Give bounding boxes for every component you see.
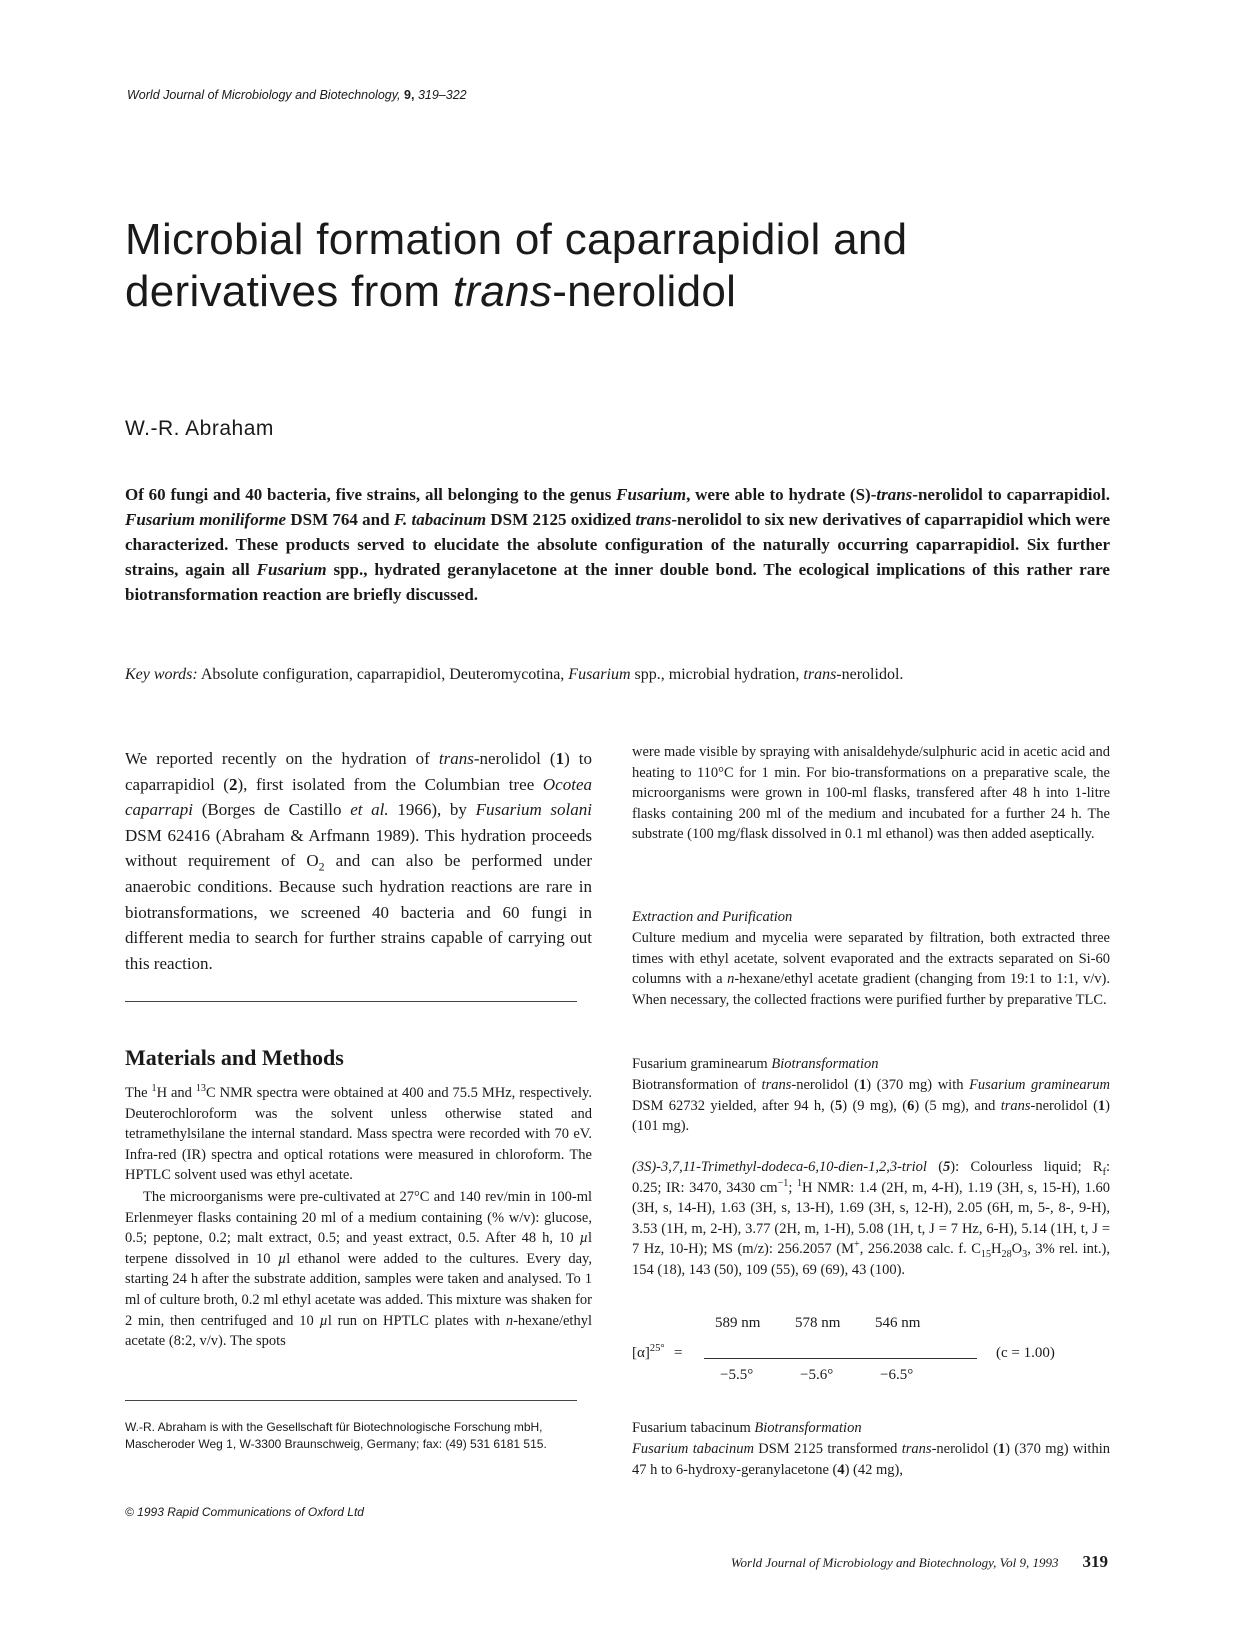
tabacinum-paragraph xyxy=(632,1439,1110,1480)
gram-text: -nerolidol ( xyxy=(791,1077,859,1093)
extraction-text: Culture medium and mycelia were separated by filtration, both extracted three times with ethyl acetate, solvent evaporated and the extracts separated on Si-60 columns with a xyxy=(632,930,1110,988)
intro-italic: Fusarium solani xyxy=(475,800,592,820)
methods-text: H and xyxy=(156,1085,196,1101)
subheading-text: Extraction and Purification xyxy=(632,909,793,925)
compound-text: O xyxy=(1011,1241,1023,1258)
keywords-italic: trans xyxy=(803,666,837,683)
taba-italic: trans xyxy=(901,1441,932,1457)
title-line-1: Microbial formation of caparrapidiol and xyxy=(125,215,908,264)
abstract-text: -nerolidol to caparrapidiol. xyxy=(912,485,1110,504)
subheading-italic: Biotransformation xyxy=(771,1056,879,1072)
extraction-paragraph xyxy=(632,928,1110,1010)
gram-text: ) (101 mg). xyxy=(632,1097,1111,1135)
rotation-alpha: [α] xyxy=(632,1345,650,1361)
gram-text: ) (5 mg), and xyxy=(914,1097,1001,1114)
methods-text: The microorganisms were pre-cultivated at 27°C and 140 rev/min in 100-ml Erlenmeyer flasks containing 20 ml of a medium containing (% w/v): glucose, 0.5; peptone, 0.2; malt extract, 0.5; and yeast extract, 0.5. After 48 h, 10 xyxy=(125,1189,592,1247)
extraction-italic: n xyxy=(727,971,735,988)
taba-text: ) (370 mg) within 47 h to 6-hydroxy-geranylacetone ( xyxy=(632,1441,1110,1478)
wavelength: 589 nm xyxy=(715,1315,761,1331)
superscript: 13 xyxy=(195,1083,206,1095)
keywords-italic: Fusarium xyxy=(568,666,631,683)
subscript: 3 xyxy=(1022,1249,1028,1261)
methods-paragraph-1 xyxy=(125,1083,592,1186)
title-line-2-pre: derivatives from xyxy=(125,267,453,316)
abstract xyxy=(125,482,1110,607)
abstract-text: -nerolidol to six new derivatives of caparrapidiol which were characterized. These products served to elucidate the absolute configuration of the naturally occurring caparrapidiol. Six further strains, again all xyxy=(125,510,1110,579)
rotation-value: −6.5° xyxy=(880,1367,914,1383)
rotation-temperature: 25° xyxy=(649,1343,665,1354)
intro-text: -nerolidol ( xyxy=(473,749,556,768)
compound-ref: 1 xyxy=(858,1077,867,1093)
compound-text: H xyxy=(991,1241,1002,1258)
subheading-graminearum xyxy=(632,1054,1110,1075)
abstract-text: Of 60 fungi and 40 bacteria, five strains, all belonging to the genus xyxy=(125,485,617,504)
intro-text: and can also be performed under anaerobic conditions. Because such hydration reactions are rare in biotransformations, we screened 40 bacteria and 60 fungi in different media to search for further strains capable of carrying out this reaction. xyxy=(125,851,592,973)
subheading-tabacinum xyxy=(632,1418,1110,1439)
gram-text: DSM 62732 yielded, after 94 h, ( xyxy=(632,1097,835,1114)
taba-text: ) (42 mg), xyxy=(844,1461,903,1478)
gram-text: ) (370 mg) with xyxy=(866,1077,970,1093)
superscript: 1 xyxy=(151,1083,157,1095)
compound-text: H NMR: 1.4 (2H, m, 4-H), 1.19 (3H, s, 15-H), 1.60 (3H, s, 14-H), 1.63 (3H, s, 13-H), 1.69 (3H, s, 12-H), 2.05 (6H, m, 5-, 8-, 9-H), 3.53 (1H, m, 2-H), 3.77 (2H, m, 1-H), 5.08 (1H, t, J = 7 Hz, 6-H), 5.14 (1H, t, J = 7 Hz, 10-H); MS (m/z): 256.2057 (M xyxy=(632,1179,1110,1258)
abstract-italic: Fusarium xyxy=(616,485,687,504)
methods-italic: µ xyxy=(579,1230,588,1247)
intro-text: DSM 62416 (Abraham & Arfmann 1989). This hydration proceeds without requirement of O xyxy=(125,825,592,871)
introduction-paragraph xyxy=(125,746,592,976)
taba-text: DSM 2125 transformed xyxy=(753,1441,902,1457)
abstract-italic: Fusarium moniliforme xyxy=(125,510,287,529)
methods-text: -hexane/ethyl acetate (8:2, v/v). The spots xyxy=(125,1312,592,1350)
article-title xyxy=(125,214,1125,318)
footnote-divider xyxy=(125,1400,577,1401)
running-head xyxy=(127,88,467,102)
section-heading-methods: Materials and Methods xyxy=(125,1045,344,1070)
taba-text: -nerolidol ( xyxy=(931,1441,998,1457)
abstract-text: , were able to hydrate (S)- xyxy=(686,485,877,504)
compound-ref: 2 xyxy=(228,774,238,794)
compound-name: (3S)-3,7,11-Trimethyl-dodeca-6,10-dien-1,2,3-triol xyxy=(632,1159,927,1175)
title-line-2-post: -nerolidol xyxy=(552,267,737,316)
title-line-2-italic: trans xyxy=(452,267,553,316)
intro-text: We reported recently on the hydration of xyxy=(125,749,439,768)
intro-text: (Borges de Castillo xyxy=(193,800,351,820)
compound-text: Colourless liquid; R xyxy=(959,1159,1103,1175)
subheading-text: Fusarium graminearum xyxy=(632,1056,772,1072)
abstract-italic: F. tabacinum xyxy=(393,510,487,529)
methods-paragraph-3: were made visible by spraying with anisaldehyde/sulphuric acid in acetic acid and heating to 110°C for 1 min. For bio-transformations on a preparative scale, the microorganisms were grown in 100-ml flasks, transfered after 48 h into 1-litre flasks containing 200 ml of the medium and incubated for a further 24 h. The substrate (100 mg/flask dissolved in 0.1 ml ethanol) was then added aseptically. xyxy=(632,744,1110,843)
copyright: © 1993 Rapid Communications of Oxford Ltd xyxy=(125,1505,364,1519)
intro-subscript: 2 xyxy=(318,859,325,874)
intro-text: ), first isolated from the Columbian tree xyxy=(237,774,543,794)
compound-ref: 1 xyxy=(1097,1097,1106,1114)
methods-italic: n xyxy=(505,1312,514,1329)
gram-italic: trans xyxy=(1000,1097,1031,1114)
subheading-italic: Biotransformation xyxy=(754,1420,862,1436)
methods-text: l run on HPTLC plates with xyxy=(327,1312,506,1329)
intro-italic: et al. xyxy=(350,800,389,820)
optical-rotation-formula xyxy=(632,1315,1110,1401)
intro-italic: trans xyxy=(438,749,474,768)
running-head-pages: 319–322 xyxy=(417,88,467,102)
compound-ref: 5 xyxy=(835,1097,843,1114)
keywords-label: Key words: xyxy=(125,666,198,683)
subscript: 28 xyxy=(1001,1249,1012,1261)
running-head-journal: World Journal of Microbiology and Biotechnology, xyxy=(127,88,401,102)
subheading-text: Fusarium tabacinum xyxy=(632,1420,755,1436)
gram-text: -nerolidol ( xyxy=(1030,1097,1098,1114)
wavelength: 546 nm xyxy=(875,1315,921,1331)
methods-paragraph-2 xyxy=(125,1187,592,1352)
intro-italic: Ocotea caparrapi xyxy=(125,774,592,820)
compound-text: , 3% rel. int.), 154 (18), 143 (50), 109 (55), 69 (69), 43 (100). xyxy=(632,1241,1110,1278)
gram-italic: trans xyxy=(761,1077,792,1093)
page-number: 319 xyxy=(1082,1552,1108,1571)
superscript: −1 xyxy=(777,1177,789,1189)
keywords-text: spp., microbial hydration, xyxy=(630,666,804,683)
methods-text: l ethanol were added to the cultures. Every day, starting 24 h after the substrate addition, samples were taken and analysed. To 1 ml of culture broth, 0.2 ml ethyl acetate was added. This mixture was shaken for 2 min, then centrifuged and 10 xyxy=(125,1250,592,1329)
gram-text: Biotransformation of xyxy=(632,1077,762,1093)
abstract-italic: Fusarium xyxy=(256,560,327,579)
compound-text: ): xyxy=(950,1159,960,1175)
author: W.-R. Abraham xyxy=(125,417,274,440)
extraction-text: -hexane/ethyl acetate gradient (changing from 19:1 to 1:1, v/v). When necessary, the collected fractions were purified further by preparative TLC. xyxy=(632,971,1110,1008)
compound-ref: 4 xyxy=(837,1461,845,1478)
compound-text: ; xyxy=(788,1179,797,1196)
methods-text: C NMR spectra were obtained at 400 and 75.5 MHz, respectively. Deuterochloroform was the solvent unless otherwise stated and tetramethylsilane the internal standard. Mass spectra were recorded with 70 eV. Infra-red (IR) spectra and optical rotations were measured in chloroform. The HPTLC solvent used was ethyl acetate. xyxy=(125,1085,592,1184)
compound-text: ( xyxy=(926,1159,944,1175)
methods-text: The xyxy=(125,1085,152,1101)
taba-italic: Fusarium tabacinum xyxy=(632,1441,754,1457)
compound-ref: 5 xyxy=(943,1159,951,1175)
running-head-volume: 9, xyxy=(404,88,415,102)
keywords-text: -nerolidol. xyxy=(836,666,904,683)
author-affiliation-footnote: W.-R. Abraham is with the Gesellschaft für Biotechnologische Forschung mbH, Mascheroder Weg 1, W-3300 Braunschweig, Germany; fax: (49) 531 6181 515. xyxy=(125,1420,547,1451)
intro-text: 1966), by xyxy=(388,800,476,820)
abstract-italic: trans xyxy=(635,510,672,529)
graminearum-paragraph xyxy=(632,1075,1110,1137)
compound-text: : 0.25; IR: 3470, 3430 cm xyxy=(632,1159,1110,1196)
compound-ref: 6 xyxy=(907,1097,915,1114)
compound-ref: 1 xyxy=(997,1441,1006,1457)
equals-sign: = xyxy=(674,1345,683,1361)
compound-text: , 256.2038 calc. f. C xyxy=(859,1241,981,1258)
gram-italic: Fusarium graminearum xyxy=(969,1077,1110,1093)
compound-5-characterization xyxy=(632,1157,1110,1281)
page-footer xyxy=(731,1552,1108,1572)
rotation-value: −5.5° xyxy=(720,1367,754,1383)
wavelength: 578 nm xyxy=(795,1315,841,1331)
methods-italic: µ xyxy=(277,1250,287,1267)
abstract-text: DSM 2125 oxidized xyxy=(486,510,636,529)
keywords-text: Absolute configuration, caparrapidiol, Deuteromycotina, xyxy=(197,666,569,683)
concentration: (c = 1.00) xyxy=(996,1345,1055,1361)
subscript: 15 xyxy=(980,1249,992,1261)
subheading-extraction xyxy=(632,907,1110,928)
rotation-value: −5.6° xyxy=(800,1367,834,1383)
gram-text: ) (9 mg), ( xyxy=(842,1097,908,1114)
abstract-text: spp., hydrated geranylacetone at the inner double bond. The ecological implications of this rather rare biotransformation reaction are briefly discussed. xyxy=(125,560,1110,604)
methods-text: l terpene dissolved in 10 xyxy=(125,1230,592,1267)
superscript: 1 xyxy=(796,1177,803,1189)
abstract-italic: trans xyxy=(876,485,913,504)
rotation-label xyxy=(632,1345,665,1362)
section-divider xyxy=(125,1001,577,1002)
abstract-text: DSM 764 and xyxy=(286,510,394,529)
methods-italic: µ xyxy=(319,1312,328,1329)
fraction-line xyxy=(704,1358,977,1359)
intro-text: ) to caparrapidiol ( xyxy=(125,749,592,794)
superscript: + xyxy=(854,1239,860,1251)
footer-journal: World Journal of Microbiology and Biotechnology, Vol 9, 1993 xyxy=(730,1555,1059,1570)
compound-ref: 1 xyxy=(555,749,565,768)
keywords xyxy=(125,664,1110,686)
subscript: f xyxy=(1102,1166,1106,1178)
